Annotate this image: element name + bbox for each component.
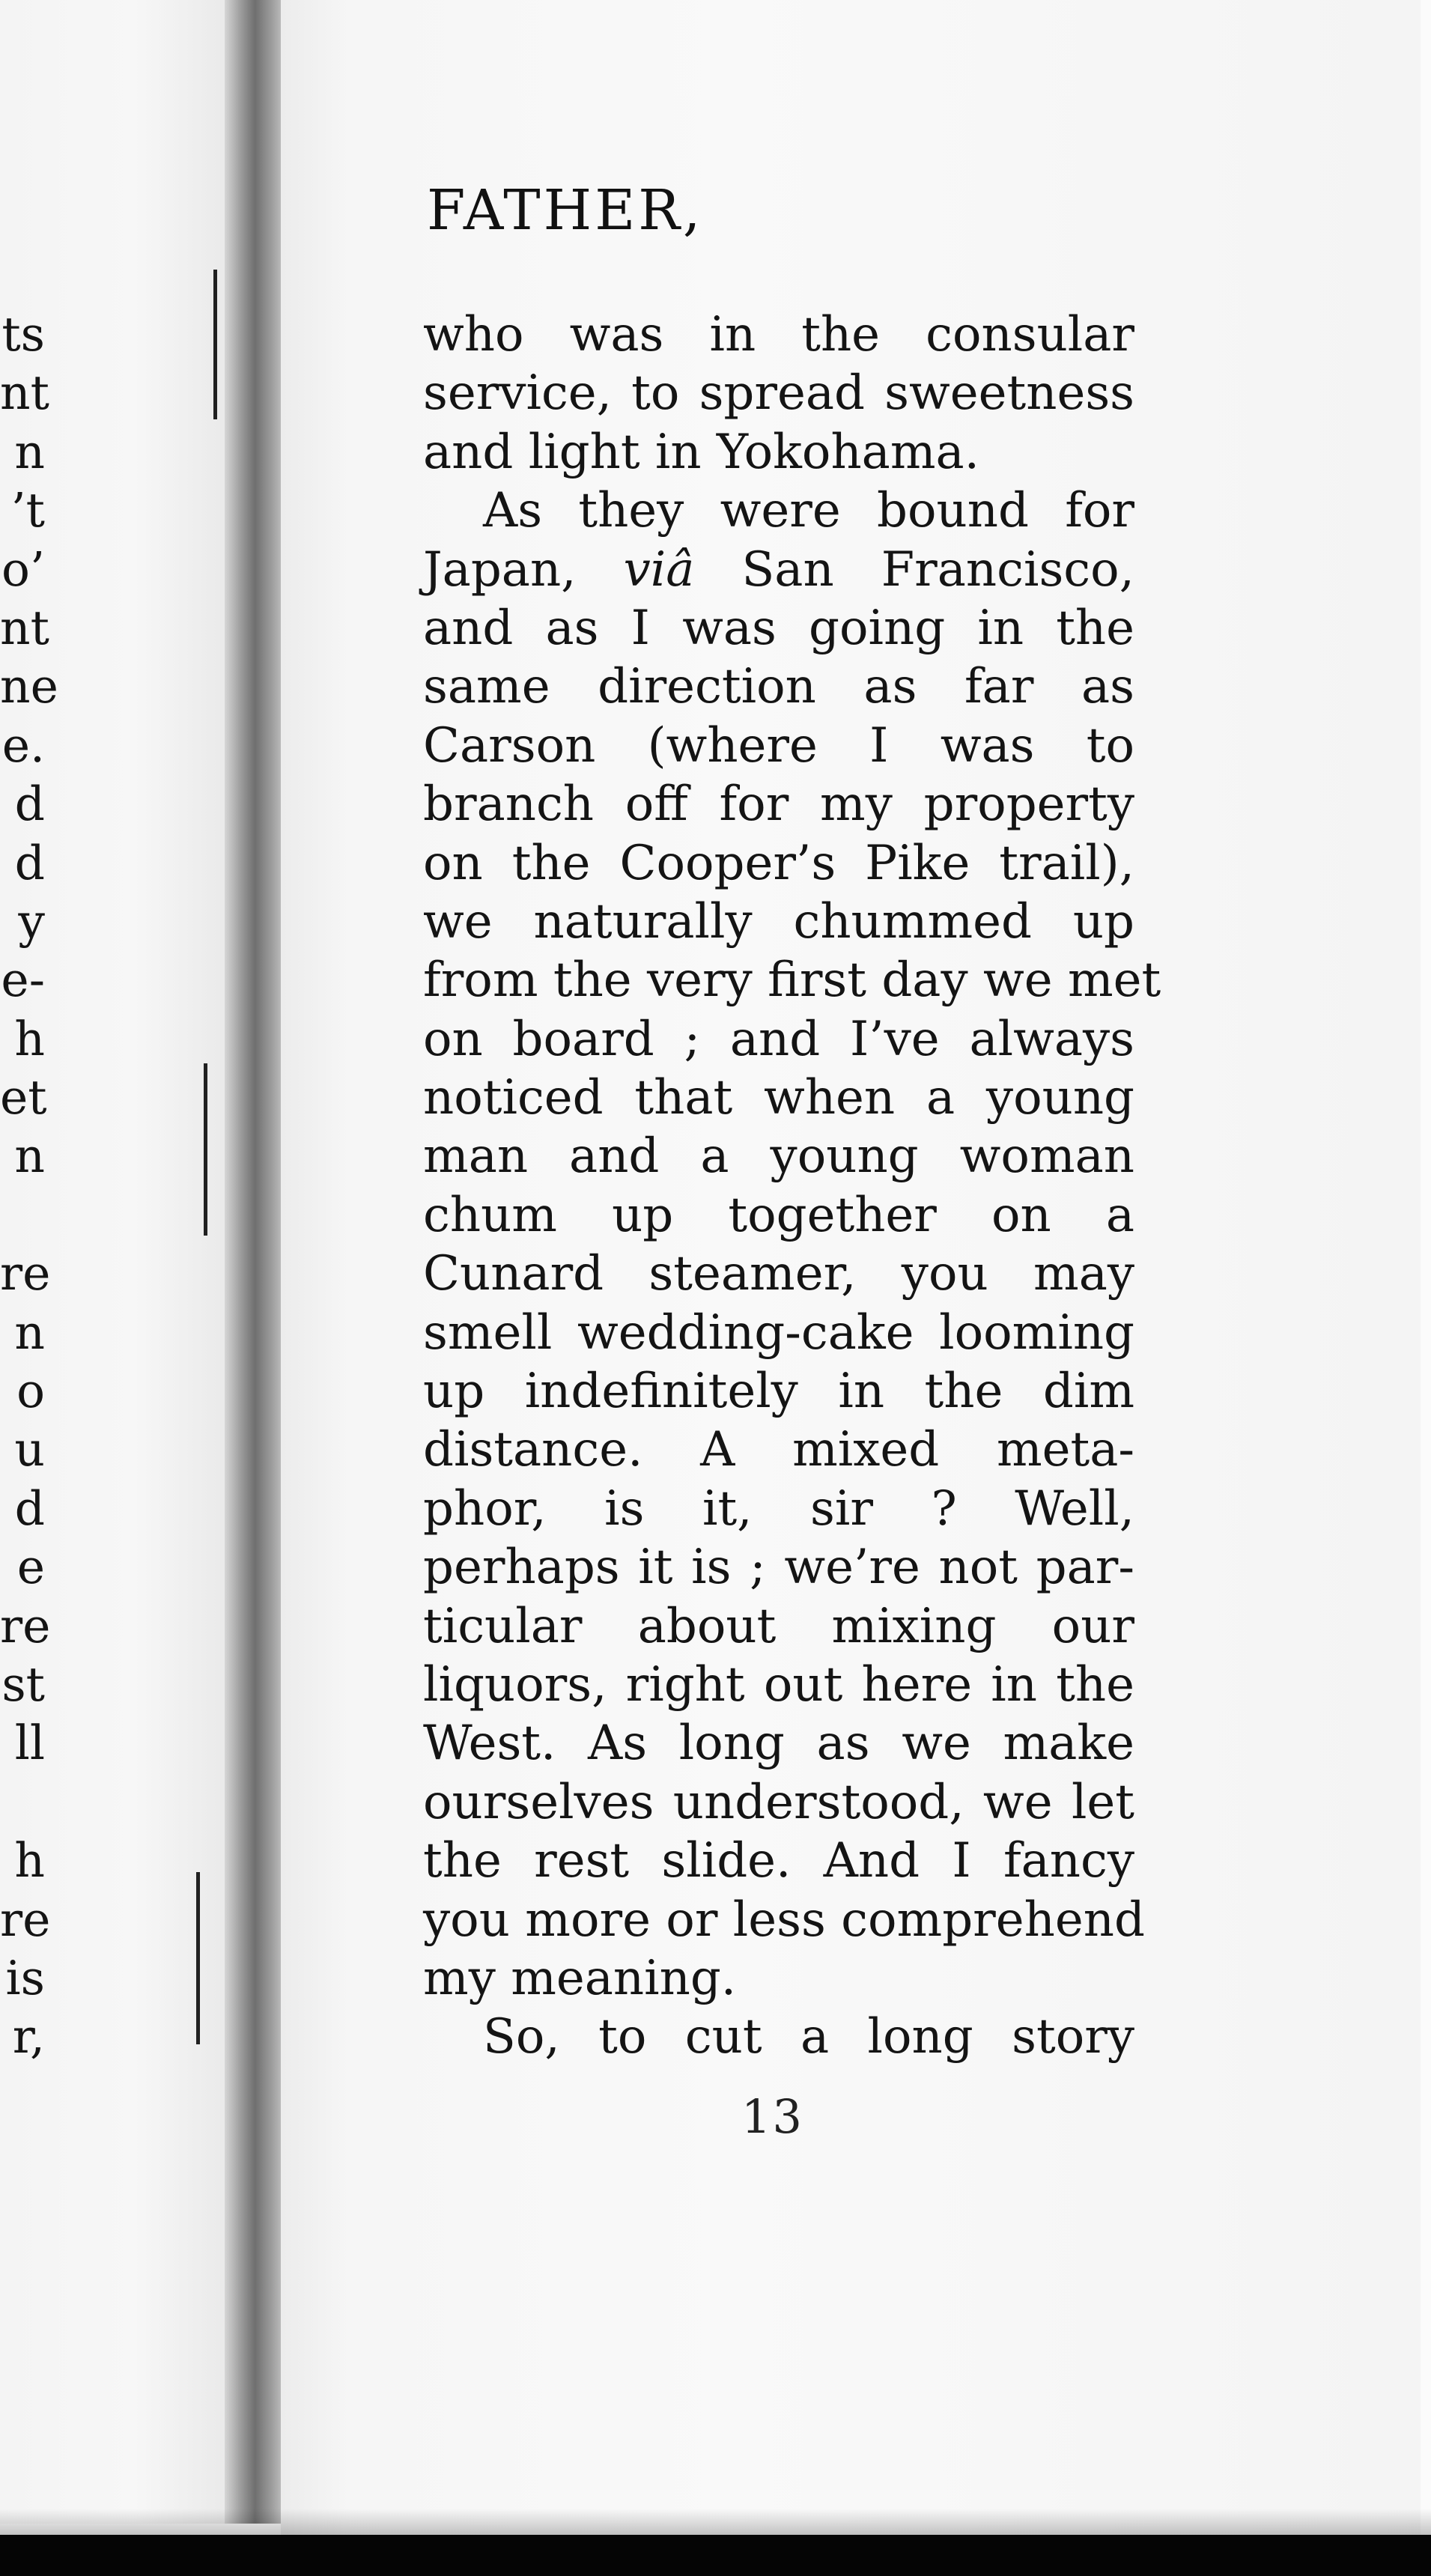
text-line: the rest slide. And I fancy	[423, 1833, 1134, 1889]
left-line-end: u	[14, 1422, 45, 1477]
left-line-end: y	[18, 893, 45, 949]
text-line: branch off for my property	[423, 777, 1134, 833]
text-line: same direction as far as	[423, 659, 1134, 715]
text-line: we naturally chummed up	[423, 893, 1134, 950]
text-line: perhaps it is ; we’re not par-	[423, 1540, 1134, 1596]
running-head: FATHER,	[427, 178, 704, 243]
left-line-end: r,	[12, 2009, 45, 2065]
left-facing-page	[0, 0, 225, 2524]
left-line-end: is	[5, 1950, 45, 2005]
left-line-end	[0, 1773, 45, 1832]
gutter-mark	[213, 270, 217, 419]
left-line-end: n	[14, 1304, 45, 1360]
left-line-end: re	[0, 1892, 51, 1947]
left-line-end: re	[0, 1246, 51, 1301]
scan-bottom-edge	[0, 2535, 1431, 2576]
left-line-end: ne	[0, 659, 58, 714]
left-line-end: e	[16, 1540, 45, 1595]
italic-word: viâ	[623, 541, 695, 598]
left-line-end: ’t	[10, 483, 45, 538]
left-line-end: e.	[1, 717, 45, 773]
left-line-end: o’	[1, 541, 45, 597]
text-line: phor, is it, sir ? Well,	[423, 1480, 1134, 1537]
page-body-text	[423, 306, 1161, 2067]
left-line-end: e-	[1, 953, 45, 1008]
text-line: who was in the consular	[423, 307, 1134, 362]
left-line-end: h	[14, 1011, 45, 1066]
text-line: and as I was going in the	[423, 600, 1134, 656]
text-line: and light in Yokohama.	[423, 424, 979, 480]
left-line-end: d	[14, 1480, 45, 1536]
text-line: you more or less comprehend	[423, 1892, 1145, 1948]
text-line: As they were bound for	[483, 483, 1134, 539]
text-line: smell wedding-cake looming	[423, 1304, 1134, 1361]
text-line: distance. A mixed meta-	[423, 1422, 1134, 1478]
text-line: up indefinitely in the dim	[423, 1364, 1134, 1420]
text-line: ticular about mixing our	[423, 1598, 1134, 1654]
text-line: man and a young woman	[423, 1128, 1134, 1185]
text-line: service, to spread sweetness	[423, 365, 1134, 422]
gutter-mark	[204, 1063, 207, 1236]
text-line: from the very first day we met	[423, 953, 1161, 1009]
text-line: on the Cooper’s Pike trail),	[423, 835, 1134, 891]
text-line: ourselves understood, we let	[423, 1774, 1134, 1830]
left-line-end: nt	[0, 365, 49, 421]
left-line-end: et	[0, 1070, 47, 1126]
text-line: Japan, viâ San Francisco,	[423, 541, 1135, 598]
left-line-end: n	[14, 1128, 45, 1184]
left-line-end: d	[14, 835, 45, 890]
scan-bottom-shadow	[0, 2509, 1431, 2539]
left-line-end: ts	[1, 307, 45, 362]
left-line-end: nt	[0, 600, 49, 655]
left-line-end: o	[16, 1364, 45, 1419]
left-line-end: d	[14, 777, 45, 832]
left-line-end: h	[14, 1833, 45, 1889]
left-line-end	[0, 1186, 45, 1245]
gutter-mark	[196, 1872, 200, 2044]
text-line: noticed that when a young	[423, 1070, 1134, 1126]
left-line-end: st	[1, 1656, 45, 1712]
left-line-end: ll	[14, 1716, 45, 1771]
left-line-end: n	[14, 424, 45, 479]
left-page-line-endings	[0, 306, 58, 2067]
text-line: chum up together on a	[423, 1187, 1134, 1243]
text-line: So, to cut a long story	[483, 2009, 1134, 2065]
text-line: liquors, right out here in the	[423, 1656, 1134, 1713]
text-line: Carson (where I was to	[423, 717, 1134, 774]
text-line: on board ; and I’ve always	[423, 1011, 1134, 1067]
left-line-end: re	[0, 1598, 51, 1653]
text-line: West. As long as we make	[423, 1716, 1134, 1772]
page-number: 13	[741, 2089, 803, 2144]
text-line: my meaning.	[423, 1950, 737, 2006]
text-line: Cunard steamer, you may	[423, 1246, 1134, 1302]
